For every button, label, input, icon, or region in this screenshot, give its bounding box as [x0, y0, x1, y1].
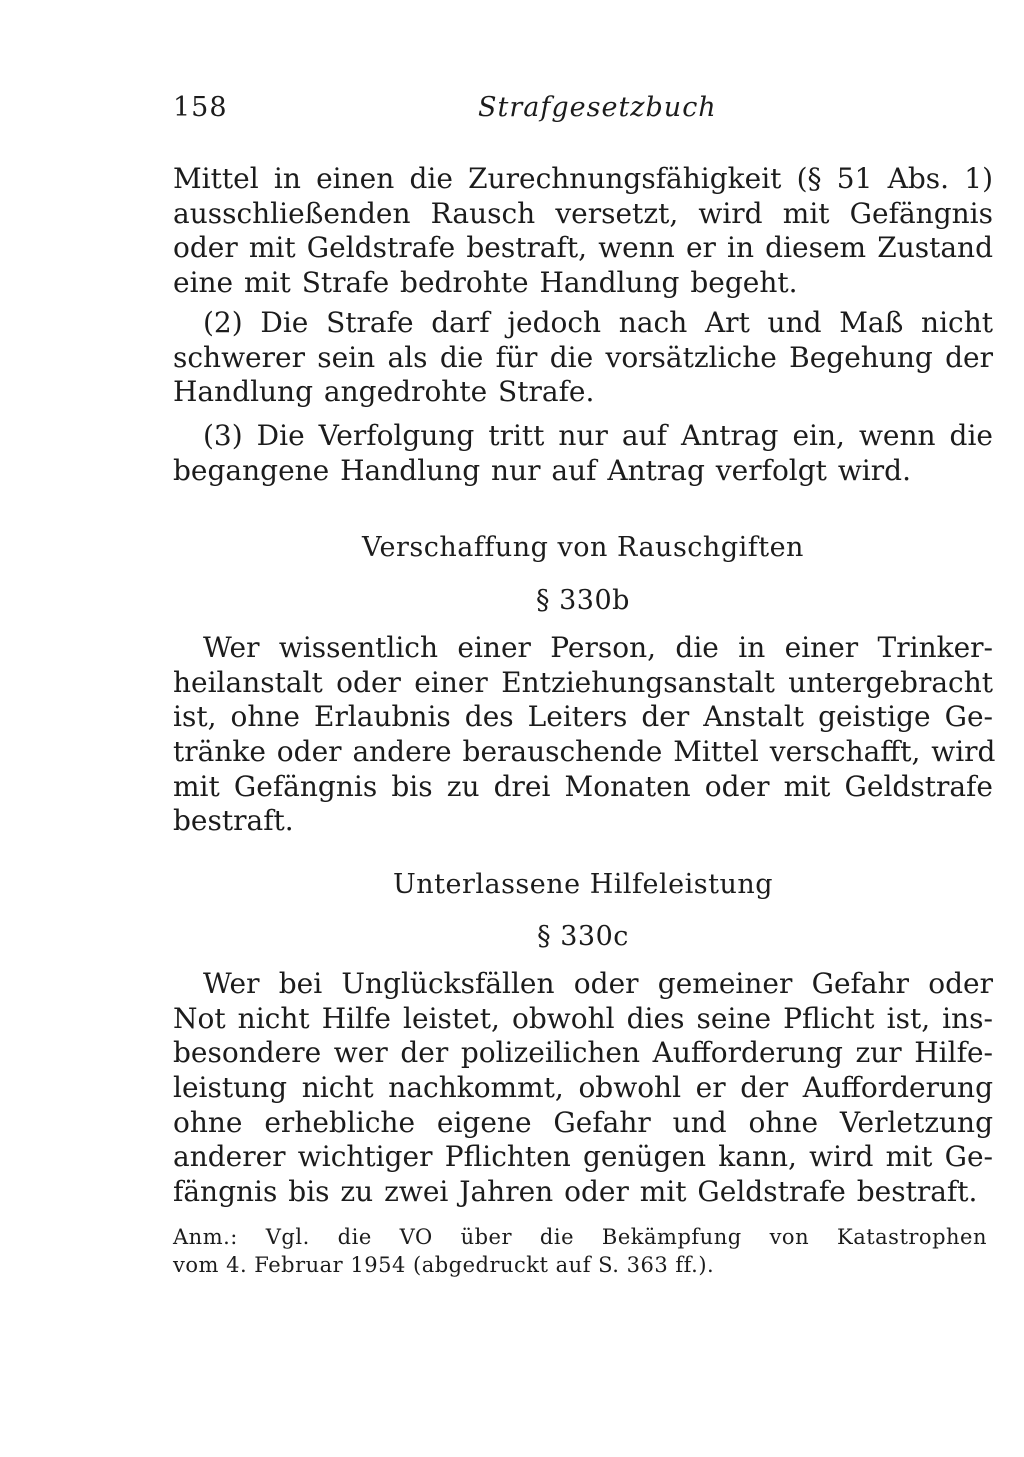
text-line: tränke oder andere berauschende Mittel verschafft, wird [173, 735, 996, 769]
text-line: ausschließenden Rausch versetzt, wird mit Gefängnis [173, 196, 993, 230]
text-line: leistung nicht nachkommt, obwohl er der Aufforderung [173, 1071, 993, 1105]
section-330a-paragraph-2 [173, 306, 993, 410]
section-330b-number: § 330b [536, 585, 630, 616]
text-line: (2) Die Strafe darf jedoch nach Art und Maß nicht [203, 306, 993, 339]
text-line: eine mit Strafe bedrohte Handlung begeht. [173, 266, 798, 300]
text-line: Not nicht Hilfe leistet, obwohl dies seine Pflicht ist, ins- [173, 1001, 993, 1035]
text-line: ist, ohne Erlaubnis des Leiters der Anstalt geistige Ge- [173, 700, 993, 734]
annotation-note [173, 1223, 987, 1279]
section-330b-body [173, 631, 996, 839]
text-line: mit Gefängnis bis zu drei Monaten oder mit Geldstrafe [173, 769, 993, 803]
text-line: oder mit Geldstrafe bestraft, wenn er in diesem Zustand [173, 231, 993, 265]
text-line: bestraft. [173, 804, 294, 838]
section-330c-title: Unterlassene Hilfeleistung [392, 869, 774, 900]
text-line: ohne erhebliche eigene Gefahr und ohne Verletzung [173, 1105, 993, 1139]
text-line: fängnis bis zu zwei Jahren oder mit Geldstrafe bestraft. [173, 1175, 978, 1209]
section-330c-number: § 330c [537, 921, 629, 952]
section-330a-paragraph-3 [173, 419, 993, 488]
text-line: Mittel in einen die Zurechnungsfähigkeit (§ 51 Abs. 1) [173, 162, 993, 195]
page-number: 158 [173, 92, 228, 123]
text-line: (3) Die Verfolgung tritt nur auf Antrag ein, wenn die [203, 419, 993, 452]
note-line: Anm.: Vgl. die VO über die Bekämpfung von Katastrophen [173, 1225, 987, 1249]
section-330c-body [173, 967, 993, 1210]
note-line: vom 4. Februar 1954 (abgedruckt auf S. 363 ff.). [173, 1253, 715, 1277]
text-line: Wer bei Unglücksfällen oder gemeiner Gefahr oder [203, 967, 993, 1000]
text-line: besondere wer der polizeilichen Aufforderung zur Hilfe- [173, 1036, 993, 1070]
text-line: heilanstalt oder einer Entziehungsanstalt untergebracht [173, 665, 993, 699]
text-line: Handlung angedrohte Strafe. [173, 375, 595, 409]
text-line: begangene Handlung nur auf Antrag verfolgt wird. [173, 453, 911, 487]
page-header [173, 92, 717, 132]
text-line: Wer wissentlich einer Person, die in einer Trinker- [203, 631, 993, 664]
section-330a-paragraph-1 [173, 162, 993, 301]
section-330b-title: Verschaffung von Rauschgiften [362, 532, 804, 563]
running-title: Strafgesetzbuch [478, 92, 717, 123]
text-line: schwerer sein als die für die vorsätzliche Begehung der [173, 340, 993, 374]
text-line: anderer wichtiger Pflichten genügen kann, wird mit Ge- [173, 1140, 993, 1174]
